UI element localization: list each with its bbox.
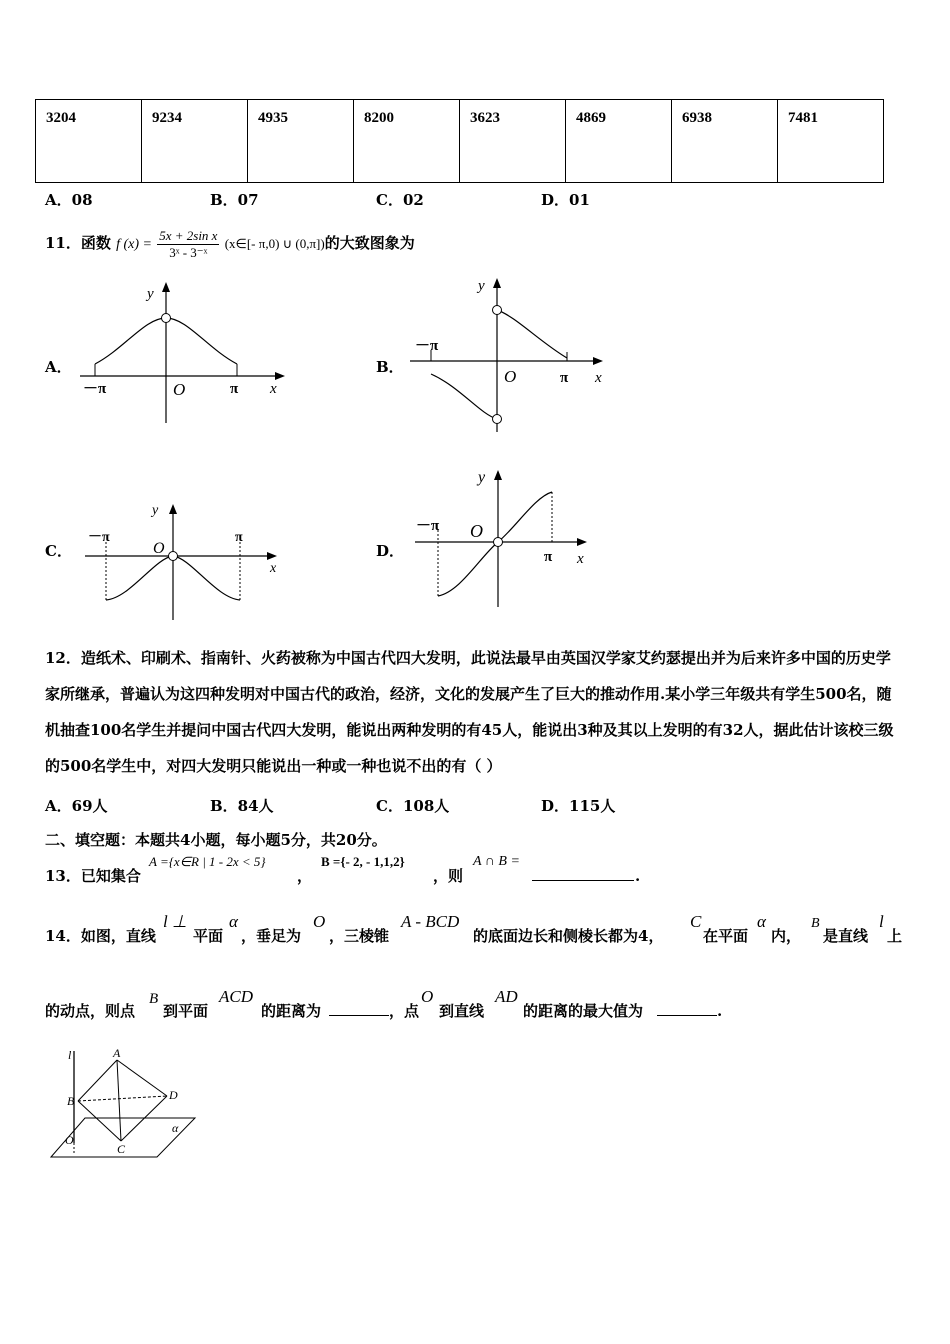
y-axis-arrow: [494, 470, 502, 480]
x-axis-arrow: [577, 538, 587, 546]
q14-o: O: [313, 912, 326, 931]
open-point-bottom: [493, 415, 502, 424]
q14-inside: 内，: [771, 927, 802, 945]
table-cell: 4935: [248, 100, 354, 183]
edge-bc: [78, 1101, 121, 1141]
q11-graph-label-c: C．: [45, 542, 72, 560]
q14-alpha: α: [229, 912, 238, 931]
q11-graph-label-a: A．: [45, 358, 72, 376]
q13-answer-blank: [532, 866, 634, 881]
y-axis-arrow: [493, 278, 501, 288]
q13-end: .: [635, 867, 641, 885]
q14-c: C: [690, 912, 702, 931]
q14-b-2: B: [149, 991, 159, 1007]
edge-ac: [117, 1060, 121, 1141]
q11-graph-label-d: D．: [376, 542, 405, 560]
label-c: C: [117, 1142, 126, 1156]
q12-option-c: C．108人: [376, 797, 450, 815]
y-axis-arrow: [162, 282, 170, 292]
x-axis-arrow: [593, 357, 603, 365]
q14-pyramid: ，三棱锥: [329, 927, 390, 945]
origin-label: O: [504, 367, 517, 386]
x-label: x: [577, 551, 584, 567]
q11-fraction: [157, 228, 219, 261]
q11-graph-b: [405, 272, 610, 437]
q13-expr: A ∩ B =: [473, 854, 520, 869]
q14-abcd: A - BCD: [401, 912, 460, 931]
neg-pi-label: －π: [416, 518, 440, 534]
q14-up: 上: [887, 927, 903, 945]
x-axis-arrow: [267, 552, 277, 560]
q11-prefix: 11．函数: [45, 234, 111, 252]
q14-dist1: 的距离为: [261, 1002, 322, 1020]
q11-func-name: f (x) =: [116, 237, 152, 252]
q14-to-line: 到直线: [439, 1002, 485, 1020]
y-axis-arrow: [169, 504, 177, 514]
table-cell: 4869: [566, 100, 672, 183]
pi-label: π: [544, 549, 553, 565]
random-number-table: [35, 99, 884, 183]
table-cell: 6938: [672, 100, 778, 183]
q10-option-a: A．08: [45, 191, 93, 209]
curve-left: [431, 374, 497, 419]
label-l: l: [68, 1048, 72, 1062]
q14-alpha-2: α: [757, 912, 766, 931]
table-row: [36, 100, 884, 183]
table-cell: 7481: [778, 100, 884, 183]
origin-label: O: [470, 521, 483, 541]
q10-option-c: C．02: [376, 191, 424, 209]
q12-stem: 12．造纸术、印刷术、指南针、火药被称为中国古代四大发明，此说法最早由英国汉学家艾约瑟提出并为后来许多中国的历史学家所继承，普遍认为这四种发明对中国古代的政治，经济，文化的发展产生了巨大的推动作用.某小学三年级共有学生500名，随机抽查100名学生并提问中国古代四大发明，能说出两种发明的有45人，能说出3种及其以上发明的有32人，据此估计该校三级的500名学生中，对四大发明只能说出一种或一种也说不出的有（ ）: [45, 649, 894, 775]
q14-acd: ACD: [219, 987, 253, 1006]
neg-pi-label: －π: [83, 381, 107, 397]
q10-option-b: B．07: [210, 191, 259, 209]
q11-graph-c: [80, 498, 290, 623]
q14-foot: ，垂足为: [241, 927, 302, 945]
edge-ad: [117, 1060, 167, 1096]
q14-answer-blank-2: [657, 1001, 717, 1016]
q14-p2: 的动点，则点: [45, 1002, 136, 1020]
x-label: x: [595, 370, 602, 386]
q12-option-a: A．69人: [45, 797, 108, 815]
table-cell: 3204: [36, 100, 142, 183]
q11-suffix: 的大致图象为: [324, 234, 415, 252]
table-cell: 9234: [142, 100, 248, 183]
neg-pi-label: －π: [88, 530, 110, 545]
y-label: y: [152, 503, 159, 518]
q14-ad: AD: [495, 987, 518, 1006]
q14-figure: [45, 1045, 205, 1165]
origin-label: O: [153, 540, 165, 557]
y-label: y: [147, 286, 154, 302]
open-point: [494, 538, 503, 547]
q14-plane-word: 平面: [193, 927, 224, 945]
pi-label: π: [560, 370, 569, 386]
q12-option-b: B．84人: [210, 797, 274, 815]
q13-set-a: A ={x∈R | 1 - 2x < 5}: [149, 854, 266, 869]
q14-on-line: 是直线: [823, 927, 869, 945]
table-cell: 3623: [460, 100, 566, 183]
curve-right: [497, 310, 567, 358]
neg-pi-label: －π: [415, 338, 439, 354]
origin-label: O: [173, 380, 186, 399]
q12-option-d: D．115人: [541, 797, 616, 815]
q11-denominator: 3ˣ - 3⁻ˣ: [169, 244, 208, 260]
q14-l: l: [879, 912, 884, 931]
open-point: [169, 552, 178, 561]
label-b: B: [67, 1094, 75, 1108]
q14-line1: [45, 908, 915, 948]
label-alpha: α: [172, 1121, 179, 1135]
q11-graph-d: [410, 462, 595, 612]
q14-end: .: [717, 1002, 723, 1020]
label-o: O: [65, 1133, 74, 1147]
q13-comma: ，: [297, 867, 313, 885]
edge-bd: [78, 1096, 167, 1101]
label-a: A: [113, 1046, 121, 1060]
open-point: [162, 314, 171, 323]
q11-stem: [45, 225, 415, 263]
open-point-top: [493, 306, 502, 315]
pi-label: π: [235, 530, 243, 545]
q14-to-plane: 到平面: [163, 1002, 209, 1020]
q13-stem: [45, 852, 915, 892]
q14-dist2: 的距离的最大值为: [523, 1002, 644, 1020]
x-label: x: [270, 561, 277, 576]
q14-answer-blank-1: [329, 1001, 389, 1016]
label-d: D: [169, 1088, 178, 1102]
y-label: y: [478, 469, 486, 486]
q13-set-b: B ={- 2, - 1,1,2}: [321, 854, 405, 869]
q13-then: ，则: [433, 867, 464, 885]
x-label: x: [270, 381, 277, 397]
q11-domain: (x∈[- π,0) ∪ (0,π]): [224, 236, 325, 251]
q13-prefix: 13．已知集合: [45, 867, 141, 885]
q14-l-perp: l ⊥: [163, 912, 187, 931]
table-cell: 8200: [354, 100, 460, 183]
q11-graph-a: [75, 278, 295, 428]
q14-line2: [45, 985, 915, 1025]
q11-numerator: 5x + 2sin x: [159, 227, 218, 243]
q14-point: ，点: [389, 1002, 420, 1020]
q10-option-d: D．01: [541, 191, 590, 209]
q14-in-plane: 在平面: [703, 927, 749, 945]
q14-o-2: O: [421, 987, 434, 1006]
y-label: y: [478, 278, 485, 294]
q14-b: B: [811, 916, 820, 931]
q14-edges: 的底面边长和侧棱长都为4，: [473, 927, 664, 945]
section-heading: 二、填空题：本题共4小题，每小题5分，共20分。: [45, 831, 387, 849]
q11-graph-label-b: B．: [376, 358, 404, 376]
edge-ba: [78, 1060, 117, 1101]
q14-prefix: 14．如图，直线: [45, 927, 156, 945]
x-axis-arrow: [275, 372, 285, 380]
pi-label: π: [230, 381, 239, 397]
